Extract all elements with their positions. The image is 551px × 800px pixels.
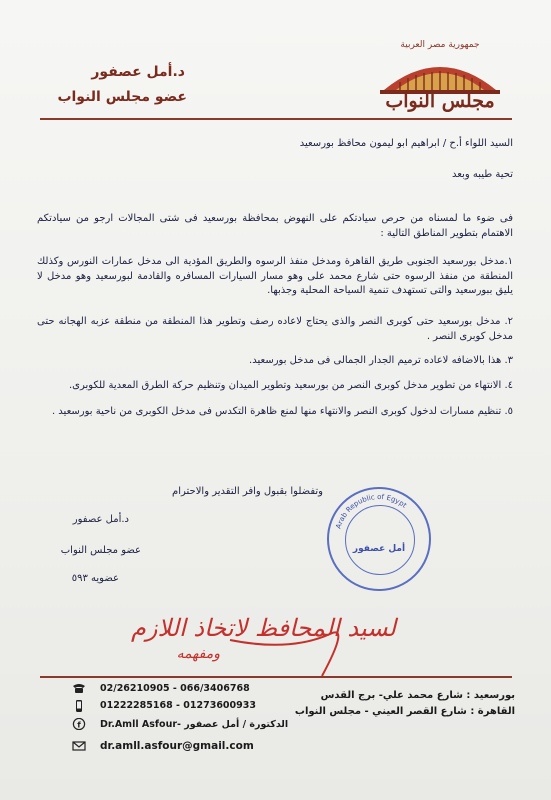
sender-title: عضو مجلس النواب — [57, 89, 187, 105]
handwritten-line-1: لسيد المحافظ لاتخاذ اللازم — [131, 614, 396, 642]
phone-numbers: 02/26210905 - 066/3406768 — [100, 683, 250, 694]
parliament-logo — [366, 40, 514, 118]
sender-name: د.أمل عصفور — [91, 64, 185, 80]
email-address[interactable]: dr.amll.asfour@gmail.com — [100, 740, 254, 752]
greeting: تحية طيبه وبعد — [451, 169, 513, 180]
intro-paragraph: فى ضوء ما لمسناه من حرص سيادتكم على النهوض بمحافظة بورسعيد فى شتى المجالات ارجو من سيادتكم الاهتمام بتطوير المناطق التالية : — [37, 213, 513, 239]
svg-text:f: f — [77, 720, 81, 730]
list-item-1: ١.مدخل بورسعيد الجنوبى طريق القاهرة ومدخل منفذ الرسوه والطريق المؤدية الى مدخل عمارات النورس وكذلك المنطقة من منفذ الرسوه حتى شارع محمد على وهو مسار السيارات المسافره والقادمة لبورسعيد وهو مدخل لا يليق ببورسعيد والتى تستهدف تنمية السياحة المحلية وجذبها. — [37, 256, 513, 296]
official-stamp — [327, 487, 431, 591]
signature-title: عضو مجلس النواب — [60, 545, 141, 556]
list-item-3: ٣. هذا بالاضافه لاعاده ترميم الجدار الجمالى فى مدخل بورسعيد. — [249, 355, 513, 366]
list-item-4: ٤. الانتهاء من تطوير مدخل كوبرى النصر من بورسعيد وتطوير الميدان وتنظيم حركة الطرق المعدية للكوبرى. — [68, 380, 513, 391]
footer-divider — [40, 676, 512, 678]
closing-line: وتفضلوا بقبول وافر التقدير والاحترام — [172, 486, 323, 497]
handwritten-note — [60, 594, 410, 676]
stamp-center-text: أمل عصفور — [352, 544, 406, 554]
logo-wordmark: مجلس النواب — [385, 90, 495, 112]
stamp-ring-text: Arab Republic of Egypt — [334, 492, 409, 530]
address-cairo: القاهرة : شارع القصر العيني - مجلس النواب — [294, 706, 515, 717]
list-item-2: ٢. مدخل بورسعيد حتى كوبرى النصر والذى يحتاج لاعاده رصف وتطوير هذا المنطقة من منطقة عزبه الهجانه حتى مدخل كوبرى النصر . — [37, 316, 513, 342]
address-portsaid: بورسعيد : شارع محمد علي- برج القدس — [320, 690, 515, 701]
facebook-handle[interactable]: Dr.Amll Asfour- الدكتورة / أمل عصفور — [100, 719, 289, 730]
email-icon — [72, 740, 86, 752]
facebook-icon — [72, 718, 86, 730]
logo-caption: جمهورية مصر العربية — [400, 40, 480, 50]
membership-number: عضويه ٥٩٣ — [71, 573, 119, 584]
signature-name: د.أمل عصفور — [72, 514, 129, 525]
phone-icon — [72, 682, 86, 694]
header-divider — [40, 118, 512, 120]
list-item-5: ٥. تنظيم مسارات لدخول كوبرى النصر والانتهاء منها لمنع ظاهرة التكدس فى مدخل الكوبرى من ناحية بورسعيد . — [51, 406, 513, 417]
mobile-icon — [72, 700, 86, 712]
addressee: السيد اللواء أ.ح / ابراهيم ابو ليمون محافظ بورسعيد — [299, 138, 513, 149]
mobile-numbers: 01222285168 - 01273600933 — [100, 700, 256, 711]
stamp-inner-circle — [345, 505, 415, 575]
handwritten-line-2: ومفهمه — [176, 646, 220, 662]
